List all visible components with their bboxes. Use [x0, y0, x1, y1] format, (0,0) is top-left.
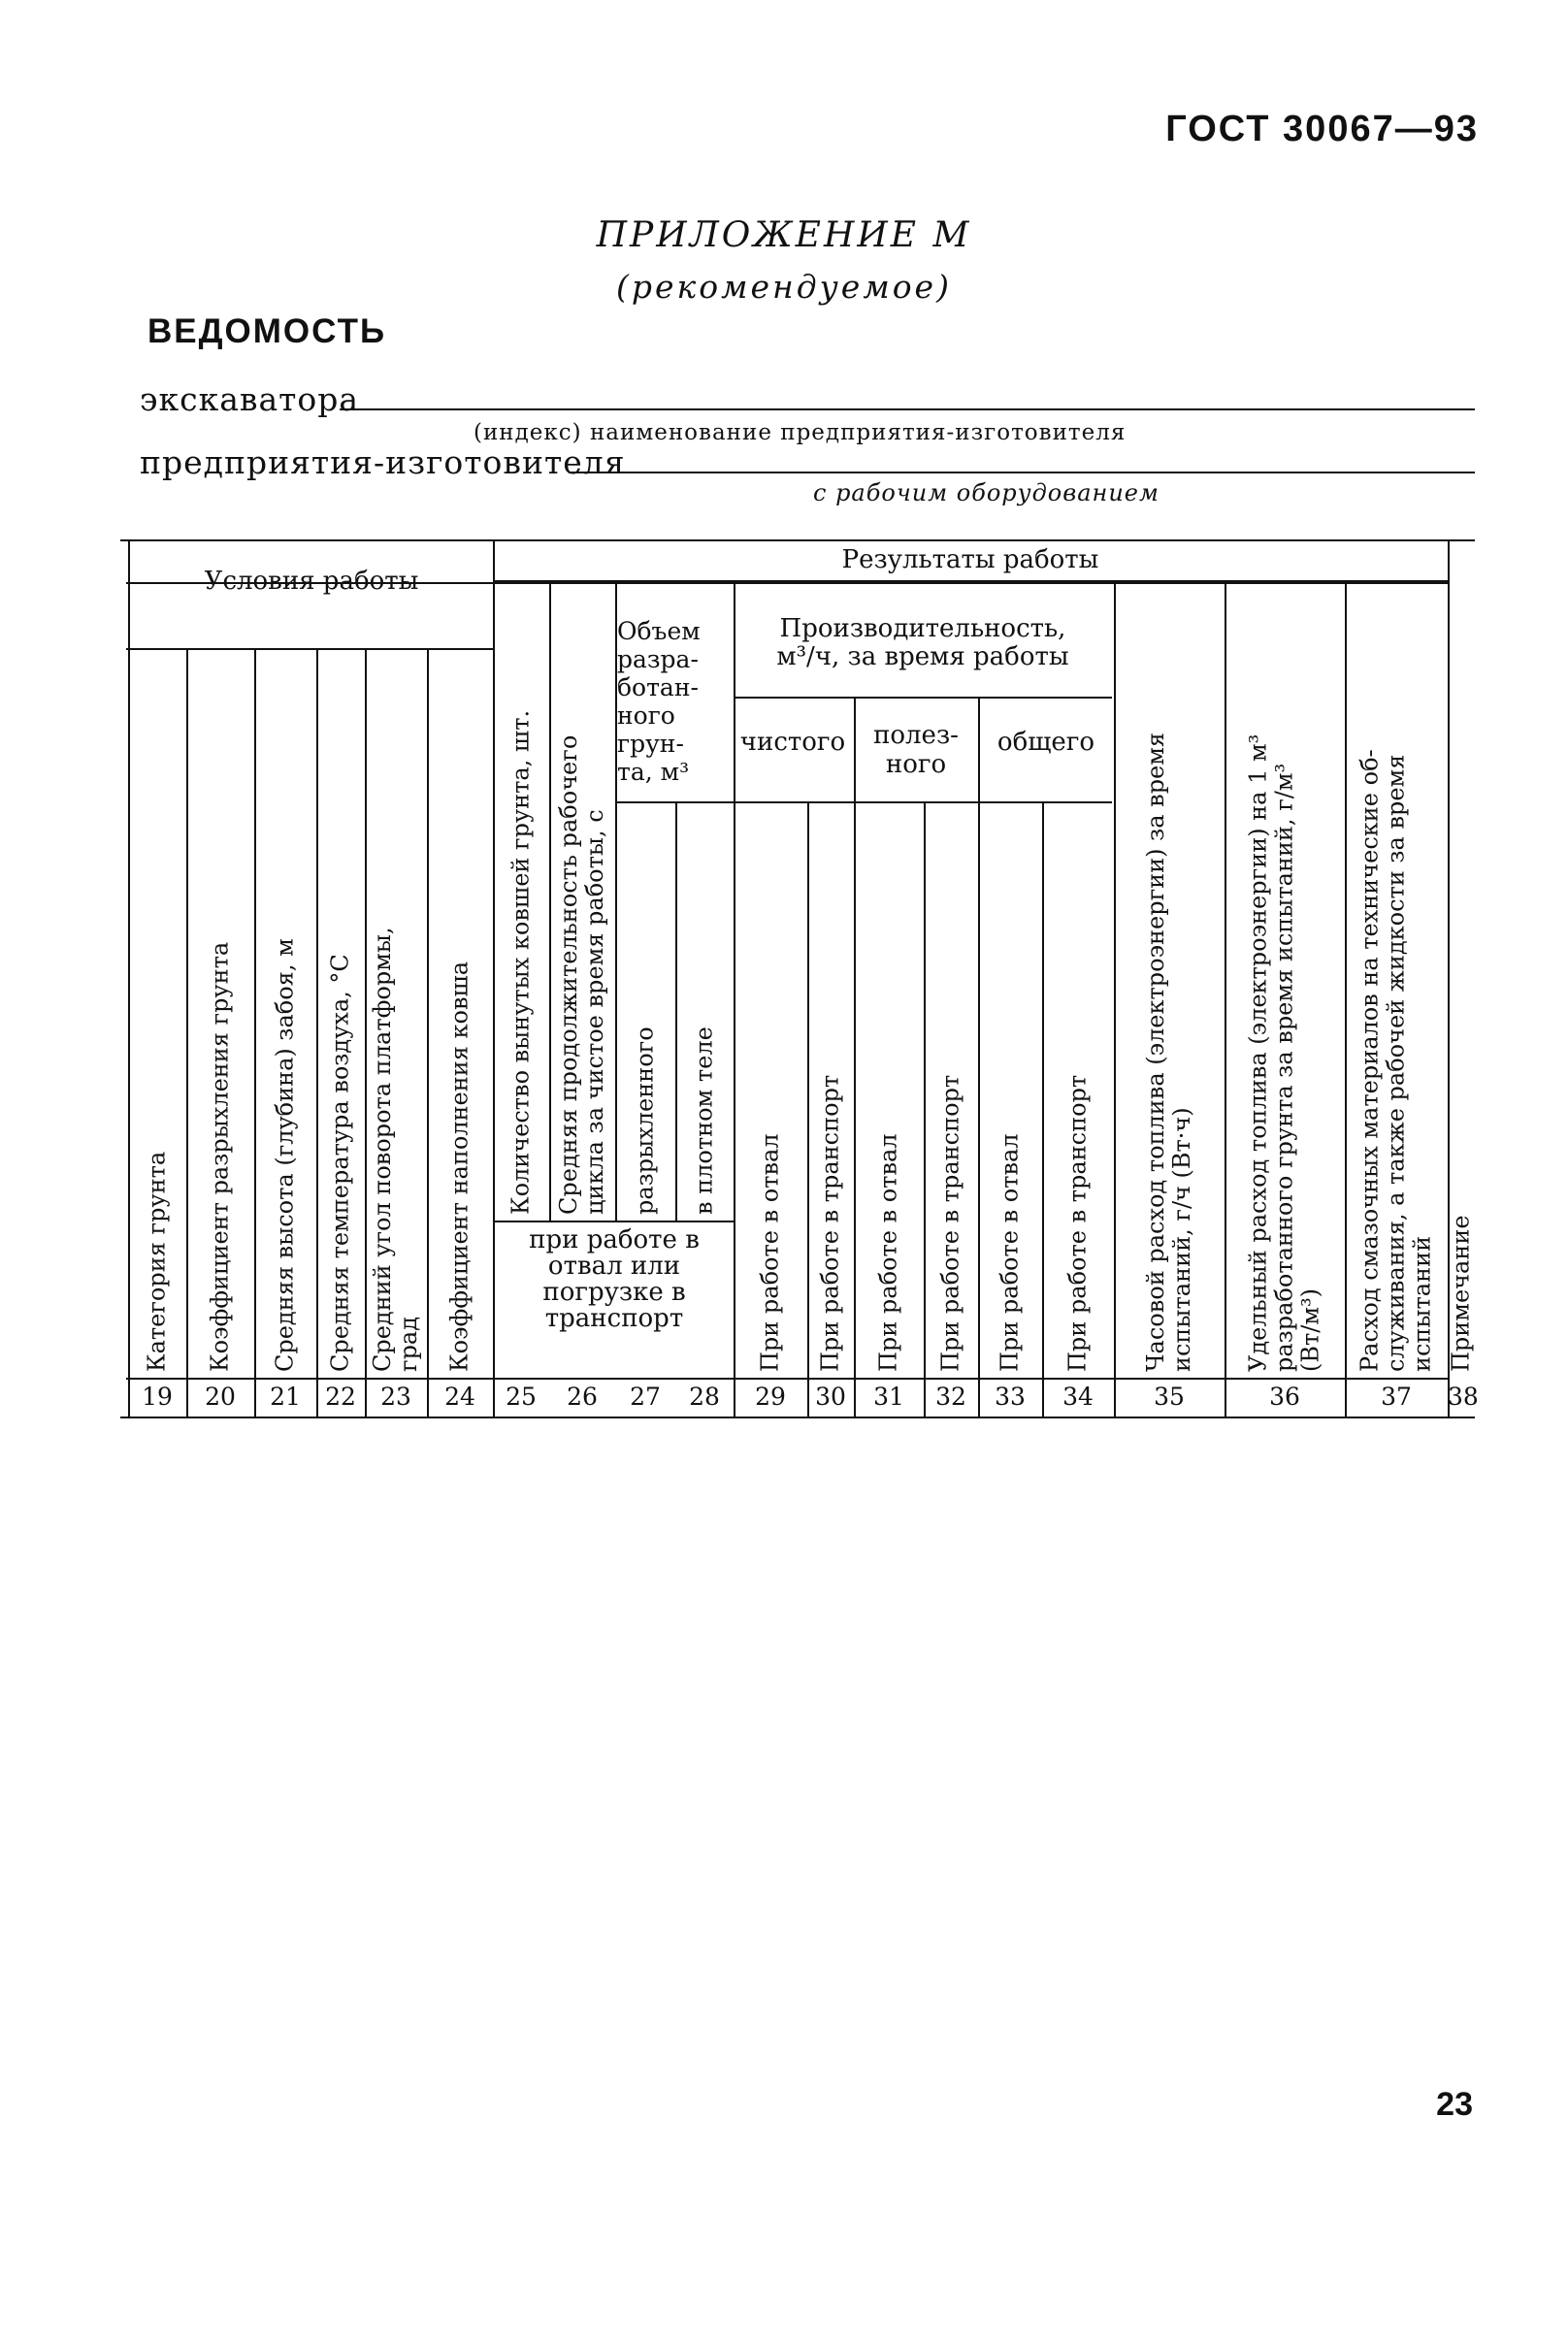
- column-header-37: [1345, 582, 1448, 1378]
- column-header-text: Коэффициент наполнения ковша: [445, 961, 474, 1372]
- column-header-26: [549, 582, 615, 1221]
- column-header-text: Удельный расход топлива (электроэнергии) на 1 м³ разработанного грунта за время испытаний, г/м³ (Вт/м³): [1244, 733, 1324, 1372]
- productivity-pure-header: чистого: [739, 728, 846, 757]
- column-header-text: Примечание: [1447, 1215, 1475, 1372]
- column-number: 21: [270, 1383, 301, 1411]
- column-number: 19: [142, 1383, 173, 1411]
- column-header-19: [128, 648, 186, 1378]
- column-number: 32: [935, 1383, 966, 1411]
- table-hline: [120, 539, 1475, 541]
- column-number: 24: [444, 1383, 475, 1411]
- column-header-text: Средняя температура воздуха, °С: [326, 954, 354, 1372]
- excavator-caption: (индекс) наименование предприятия-изготовителя: [474, 420, 1127, 445]
- column-header-text: При работе в отвал: [874, 1133, 902, 1372]
- column-header-text: разрыхленного: [631, 1026, 659, 1215]
- document-title: ВЕДОМОСТЬ: [147, 312, 387, 350]
- productivity-useful-header: полез- ного: [873, 721, 959, 779]
- column-number: 33: [995, 1383, 1026, 1411]
- page-number: 23: [1436, 2086, 1473, 2123]
- manufacturer-caption: с рабочим оборудованием: [813, 479, 1160, 506]
- column-header-text: Коэффициент разрыхления грунта: [206, 941, 234, 1372]
- column-header-35: [1114, 582, 1225, 1378]
- column-number: 35: [1154, 1383, 1185, 1411]
- column-header-38: [1448, 582, 1475, 1378]
- column-header-25: [493, 582, 549, 1221]
- manufacturer-label: предприятия-изготовителя: [140, 443, 626, 481]
- column-number: 26: [567, 1383, 598, 1411]
- column-header-text: Средняя высота (глубина) забоя, м: [271, 938, 299, 1372]
- column-number: 30: [815, 1383, 846, 1411]
- column-header-22: [316, 648, 365, 1378]
- column-header-text: При работе в отвал: [756, 1133, 784, 1372]
- column-header-36: [1225, 582, 1345, 1378]
- column-header-31: [854, 801, 924, 1378]
- column-number: 20: [205, 1383, 236, 1411]
- standard-number: ГОСТ 30067—93: [1165, 109, 1479, 149]
- column-number: 31: [873, 1383, 904, 1411]
- column-header-text: Категория грунта: [143, 1151, 171, 1372]
- table-hline: [495, 1221, 734, 1222]
- column-number: 36: [1269, 1383, 1300, 1411]
- column-header-text: При работе в отвал: [996, 1133, 1024, 1372]
- column-header-34: [1042, 801, 1114, 1378]
- column-header-text: При работе в транспорт: [816, 1074, 844, 1372]
- column-header-text: Средний угол поворота платформы, град: [369, 927, 422, 1372]
- column-header-text: Часовой расход топлива (электроэнергии) за время испытаний, г/ч (Вт·ч): [1142, 732, 1195, 1372]
- group-conditions-header: Условия работы: [204, 567, 419, 596]
- column-number: 38: [1448, 1383, 1479, 1411]
- column-number: 34: [1062, 1383, 1094, 1411]
- column-header-29: [734, 801, 807, 1378]
- column-header-21: [254, 648, 316, 1378]
- appendix-subtitle: (рекомендуемое): [616, 268, 952, 306]
- column-number: 27: [630, 1383, 661, 1411]
- column-number: 29: [755, 1383, 786, 1411]
- column-header-27: [615, 801, 675, 1221]
- excavator-label: экскаватора: [140, 380, 360, 418]
- column-header-28: [675, 801, 734, 1221]
- shared-note-cell: при работе в отвал или погрузке в транспорт: [529, 1225, 700, 1333]
- column-header-text: При работе в транспорт: [936, 1074, 964, 1372]
- column-header-23: [365, 648, 427, 1378]
- column-header-30: [807, 801, 854, 1378]
- column-number: 25: [506, 1383, 537, 1411]
- column-header-text: При работе в транспорт: [1063, 1074, 1092, 1372]
- column-header-text: Количество вынутых ковшей грунта, шт.: [506, 709, 535, 1215]
- appendix-title: ПРИЛОЖЕНИЕ М: [596, 215, 972, 255]
- column-header-32: [924, 801, 978, 1378]
- volume-header: Объем разра- ботан- ного грун- та, м³: [617, 617, 701, 786]
- column-number: 28: [689, 1383, 720, 1411]
- column-number: 22: [325, 1383, 356, 1411]
- productivity-header: Производительность, м³/ч, за время работы: [776, 614, 1069, 671]
- table-bottom-line: [120, 1417, 1475, 1418]
- column-number: 37: [1381, 1383, 1412, 1411]
- column-number: 23: [380, 1383, 411, 1411]
- column-header-text: в плотном теле: [690, 1026, 718, 1215]
- table-hline: [734, 697, 1112, 699]
- column-header-24: [427, 648, 493, 1378]
- productivity-total-header: общего: [996, 728, 1095, 757]
- group-results-header: Результаты работы: [841, 545, 1099, 574]
- column-header-text: Средняя продолжительность рабочего цикла за чистое время работы, с: [555, 734, 608, 1215]
- column-header-20: [186, 648, 254, 1378]
- column-header-text: Расход смазочных материалов на технические об- служивания, а также рабочей жидкости за время испытаний: [1356, 749, 1436, 1372]
- column-header-33: [978, 801, 1042, 1378]
- table-hline: [126, 1378, 1450, 1380]
